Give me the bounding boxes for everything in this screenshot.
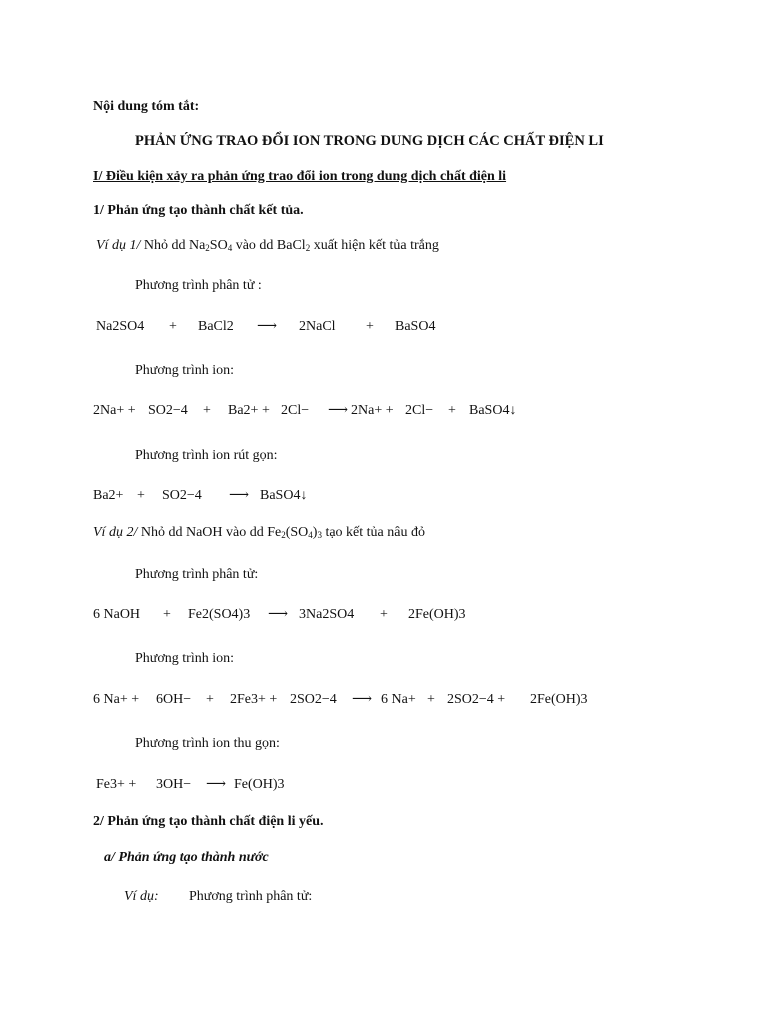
example1-text-3: vào dd BaCl <box>232 238 306 253</box>
equation-term: 3Na2SO4 <box>299 607 355 622</box>
equation-term: 2Na+ + <box>351 403 394 418</box>
equation-term: BaSO4 <box>395 319 436 334</box>
equation-term: Na2SO4 <box>96 319 145 334</box>
ex2-ionic-label: Phương trình ion: <box>135 651 234 666</box>
equation-operator: + <box>203 403 211 418</box>
example1-text-2: SO <box>209 238 228 253</box>
document-title: PHẢN ỨNG TRAO ĐỔI ION TRONG DUNG DỊCH CÁC CHẤT ĐIỆN LI <box>135 133 604 149</box>
example1-label: Ví dụ 1/ <box>96 238 141 253</box>
example1-line <box>96 237 439 255</box>
example3-molecular-label: Phương trình phân tử: <box>189 889 313 904</box>
equation-operator: + <box>380 607 388 622</box>
example1-text-4: xuất hiện kết tủa trắng <box>310 238 439 253</box>
equation-operator: + <box>163 607 171 622</box>
section1-heading: I/ Điều kiện xảy ra phản ứng trao đổi ion trong dung dịch chất điện li <box>93 169 507 184</box>
equation-term: Fe3+ + <box>96 777 137 792</box>
equation-arrow: ⟶ <box>352 692 373 707</box>
equation-operator: + <box>448 403 456 418</box>
example1-text-1: Nhỏ dd Na <box>140 238 206 253</box>
equation-operator: + <box>366 319 374 334</box>
ex2-molecular-label: Phương trình phân tử: <box>135 567 259 582</box>
equation-term: Ba2+ <box>93 488 124 503</box>
equation-term: 6 NaOH <box>93 607 141 622</box>
equation-term: BaCl2 <box>198 319 234 334</box>
equation-arrow: ⟶ <box>206 777 227 792</box>
example1-sub-1: 2 <box>205 243 210 253</box>
equation-term: Ba2+ + <box>228 403 270 418</box>
equation-term: 2Fe(OH)3 <box>530 692 588 707</box>
equation-term: BaSO4↓ <box>469 403 517 418</box>
ex2-net-label: Phương trình ion thu gọn: <box>135 736 280 751</box>
ex1-molecular-label: Phương trình phân tử : <box>135 278 262 293</box>
example2-sub-1: 2 <box>281 530 286 540</box>
equation-arrow: ⟶ <box>328 403 349 418</box>
ex1-ionic-label: Phương trình ion: <box>135 363 234 378</box>
equation-term: 2Cl− <box>405 403 434 418</box>
equation-term: Fe(OH)3 <box>234 777 285 792</box>
equation-arrow: ⟶ <box>257 319 278 334</box>
example2-text-2: (SO <box>285 525 309 540</box>
example1-sub-3: 2 <box>305 243 311 253</box>
example2-label: Ví dụ 2/ <box>93 525 138 540</box>
equation-term: 6 Na+ + <box>93 692 140 707</box>
equation-term: Fe2(SO4)3 <box>188 607 251 622</box>
equation-term: 2Fe3+ + <box>230 692 278 707</box>
equation-arrow: ⟶ <box>268 607 289 622</box>
example2-sub-3: 3 <box>317 530 322 540</box>
sub1-heading: 1/ Phản ứng tạo thành chất kết tủa. <box>93 203 304 218</box>
equation-term: 2NaCl <box>299 319 336 334</box>
equation-term: 2Cl− <box>281 403 310 418</box>
equation-term: 2SO2−4 + <box>447 692 506 707</box>
equation-term: 3OH− <box>156 777 192 792</box>
ex1-net-label: Phương trình ion rút gọn: <box>135 448 278 463</box>
equation-term: 6OH− <box>156 692 192 707</box>
equation-term: SO2−4 <box>162 488 202 503</box>
summary-label: Nội dung tóm tắt: <box>93 99 200 114</box>
equation-operator: + <box>427 692 435 707</box>
sub2a-heading: a/ Phản ứng tạo thành nước <box>104 850 269 865</box>
equation-operator: + <box>137 488 145 503</box>
equation-term: 2SO2−4 <box>290 692 337 707</box>
equation-term: BaSO4↓ <box>260 488 308 503</box>
example2-text-4: tạo kết tủa nâu đỏ <box>321 525 425 540</box>
equation-arrow: ⟶ <box>229 488 250 503</box>
example2-text-1: Nhỏ dd NaOH vào dd Fe <box>137 525 282 540</box>
equation-operator: + <box>206 692 214 707</box>
equation-operator: + <box>169 319 177 334</box>
equation-term: 2Fe(OH)3 <box>408 607 466 622</box>
equation-term: 2Na+ + <box>93 403 136 418</box>
example2-sub-2: 4 <box>308 530 313 540</box>
example1-sub-2: 4 <box>227 243 233 253</box>
sub2-heading: 2/ Phản ứng tạo thành chất điện li yếu. <box>93 814 324 829</box>
example2-text-3: ) <box>312 525 318 540</box>
example3-label: Ví dụ: <box>124 889 159 904</box>
equation-term: SO2−4 <box>148 403 188 418</box>
example2-line <box>93 524 425 542</box>
equation-term: 6 Na+ <box>381 692 416 707</box>
